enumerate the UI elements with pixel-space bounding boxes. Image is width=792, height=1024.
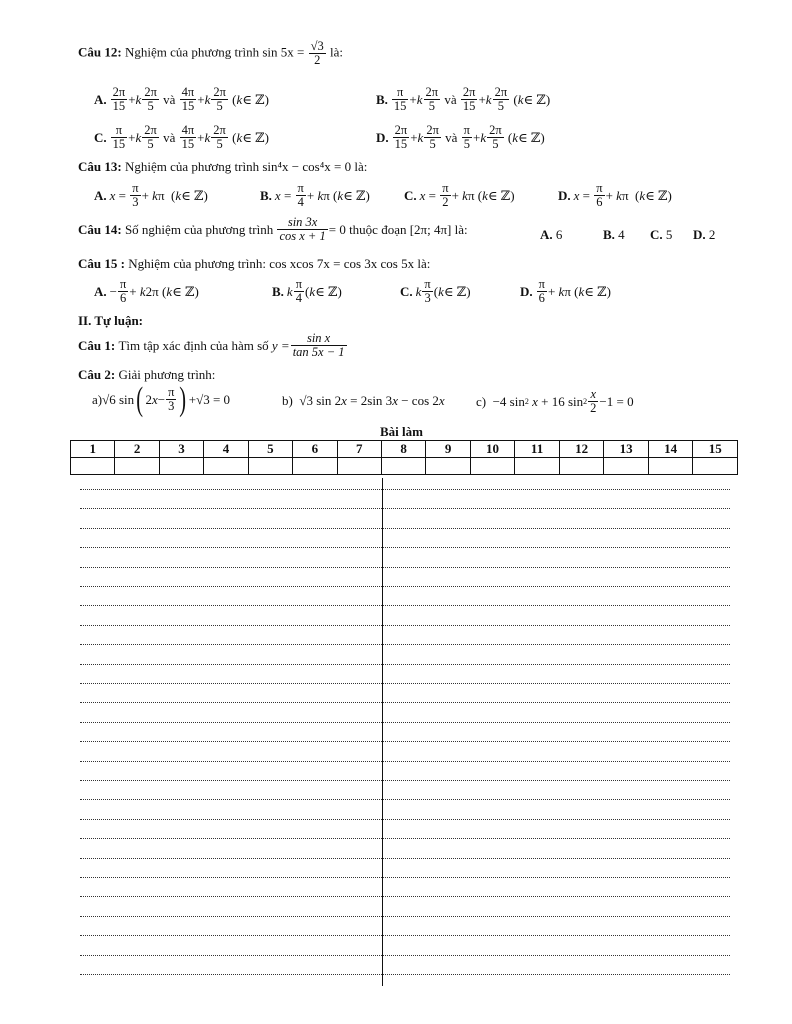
col-header: 5 <box>248 441 292 458</box>
writing-line[interactable] <box>80 585 730 587</box>
answer-cell[interactable] <box>604 458 649 475</box>
answer-cell[interactable] <box>293 458 337 475</box>
q13-stem: Câu 13: Nghiệm của phương trình sin⁴x − cos⁴x = 0 là: <box>78 159 368 174</box>
answer-cell[interactable] <box>470 458 515 475</box>
q15-stem: Câu 15 : Nghiệm của phương trình: cos xcos 7x = cos 3x cos 5x là: <box>78 256 431 271</box>
writing-line[interactable] <box>80 721 730 723</box>
writing-line[interactable] <box>80 934 730 936</box>
q12-option-a[interactable]: A. $\frac{2\pi}{15}$ + k $\frac{2\pi}{5}$ và $\frac{4\pi}{15}$ + k $\frac{2\pi}{5}$ ( k ∈ ℤ) <box>94 85 269 114</box>
col-header: 11 <box>515 441 560 458</box>
writing-line[interactable] <box>80 915 730 917</box>
col-header: 2 <box>115 441 159 458</box>
col-header: 12 <box>559 441 604 458</box>
writing-line[interactable] <box>80 857 730 859</box>
writing-line[interactable] <box>80 701 730 703</box>
writing-line[interactable] <box>80 818 730 820</box>
q15-option-c[interactable]: C. k $\frac{\pi}{3}$ ( k ∈ ℤ) <box>400 277 471 306</box>
col-header: 8 <box>381 441 425 458</box>
writing-line[interactable] <box>80 954 730 956</box>
writing-line[interactable] <box>80 566 730 568</box>
answer-cell[interactable] <box>515 458 560 475</box>
col-header: 15 <box>693 441 738 458</box>
answer-cell[interactable] <box>559 458 604 475</box>
essay-q2-c: c) −4 sin 2 x + 16 sin 2 $\frac{x}{2}$ −1 = 0 <box>476 387 634 416</box>
q13-option-c[interactable]: C. x = $\frac{\pi}{2}$ + k π ( k ∈ ℤ) <box>404 181 515 210</box>
answer-cell[interactable] <box>693 458 738 475</box>
col-header: 13 <box>604 441 649 458</box>
q14-stem: Câu 14: Số nghiệm của phương trình $\frac{\sin 3x}{\text{cos x + 1}}$ = 0 thuộc đoạn [2π; 4π] là: <box>78 215 468 244</box>
col-header: 10 <box>470 441 515 458</box>
answer-cell[interactable] <box>248 458 292 475</box>
col-header: 14 <box>648 441 693 458</box>
q13-option-a[interactable]: A. x = $\frac{\pi}{3}$ + k π ( k ∈ ℤ) <box>94 181 208 210</box>
answer-cell[interactable] <box>115 458 159 475</box>
writing-line[interactable] <box>80 740 730 742</box>
q13-option-b[interactable]: B. x = $\frac{\pi}{4}$ + k π ( k ∈ ℤ) <box>260 181 370 210</box>
answer-grid-header <box>71 441 738 458</box>
q14-option-b[interactable]: B. 4 <box>603 227 625 242</box>
answer-cell[interactable] <box>337 458 381 475</box>
q12-stem: Câu 12: Nghiệm của phương trình sin 5x = $\frac{√3}{2}$ là: <box>78 39 343 68</box>
writing-line[interactable] <box>80 973 730 975</box>
q14-option-a[interactable]: A. 6 <box>540 227 563 242</box>
essay-q2-a: a)√6 sin ( 2 x − $\frac{\pi}{3}$ ) +√3 = 0 <box>92 381 231 419</box>
writing-line[interactable] <box>80 663 730 665</box>
q14-fraction: $\frac{\sin 3x}{\text{cos x + 1}}$ <box>279 215 326 244</box>
answer-grid <box>70 440 738 475</box>
writing-line[interactable] <box>80 760 730 762</box>
writing-line[interactable] <box>80 546 730 548</box>
q14-option-d[interactable]: D. 2 <box>693 227 716 242</box>
writing-line[interactable] <box>80 876 730 878</box>
answer-cell[interactable] <box>381 458 425 475</box>
answer-cell[interactable] <box>71 458 115 475</box>
writing-line[interactable] <box>80 488 730 490</box>
col-header: 9 <box>426 441 470 458</box>
writing-line[interactable] <box>80 798 730 800</box>
answer-cell[interactable] <box>159 458 203 475</box>
answer-grid-row[interactable] <box>71 458 738 475</box>
section-title: II. Tự luận: <box>78 313 144 328</box>
q14-option-c[interactable]: C. 5 <box>650 227 673 242</box>
q12-option-b[interactable]: B. $\frac{\pi}{15}$ + k $\frac{2\pi}{5}$ và $\frac{2\pi}{15}$ + k $\frac{2\pi}{5}$ ( k ∈ ℤ) <box>376 85 551 114</box>
col-header: 1 <box>71 441 115 458</box>
writing-line[interactable] <box>80 779 730 781</box>
essay-q1: Câu 1: Tìm tập xác định của hàm số y = $\frac{\text{sin x}}{\tan 5x - 1}$ <box>78 331 345 360</box>
writing-line[interactable] <box>80 643 730 645</box>
col-header: 4 <box>204 441 248 458</box>
essay-q2-b: b) √3 sin 2 x = 2sin 3 x − cos 2 x <box>282 393 445 408</box>
col-header: 7 <box>337 441 381 458</box>
q12-option-d[interactable]: D. $\frac{2\pi}{15}$ + k $\frac{2\pi}{5}$ và $\frac{\pi}{5}$ + k $\frac{2\pi}{5}$ ( k ∈ ℤ) <box>376 123 545 152</box>
q12-option-c[interactable]: C. $\frac{\pi}{15}$ + k $\frac{2\pi}{5}$ và $\frac{4\pi}{15}$ + k $\frac{2\pi}{5}$ ( k ∈ ℤ) <box>94 123 269 152</box>
writing-line[interactable] <box>80 895 730 897</box>
writing-line[interactable] <box>80 837 730 839</box>
essay-q1-fraction: $\frac{\text{sin x}}{\tan 5x - 1}$ <box>292 331 345 360</box>
answer-cell[interactable] <box>648 458 693 475</box>
essay-q2: Câu 2: Giải phương trình: <box>78 367 216 382</box>
writing-line[interactable] <box>80 624 730 626</box>
writing-line[interactable] <box>80 507 730 509</box>
answer-cell[interactable] <box>426 458 470 475</box>
writing-line[interactable] <box>80 527 730 529</box>
col-header: 6 <box>293 441 337 458</box>
col-header: 3 <box>159 441 203 458</box>
q15-option-d[interactable]: D. $\frac{\pi}{6}$ + k π ( k ∈ ℤ) <box>520 277 611 306</box>
column-divider <box>382 478 383 986</box>
writing-line[interactable] <box>80 682 730 684</box>
q15-option-b[interactable]: B. k $\frac{\pi}{4}$ ( k ∈ ℤ) <box>272 277 342 306</box>
q13-option-d[interactable]: D. x = $\frac{\pi}{6}$ + k π ( k ∈ ℤ) <box>558 181 672 210</box>
answer-title: Bài làm <box>380 424 423 439</box>
q15-option-a[interactable]: A. − $\frac{\pi}{6}$ + k 2π ( k ∈ ℤ) <box>94 277 199 306</box>
writing-line[interactable] <box>80 604 730 606</box>
answer-cell[interactable] <box>204 458 248 475</box>
q12-fraction: $\frac{√3}{2}$ <box>310 39 324 68</box>
